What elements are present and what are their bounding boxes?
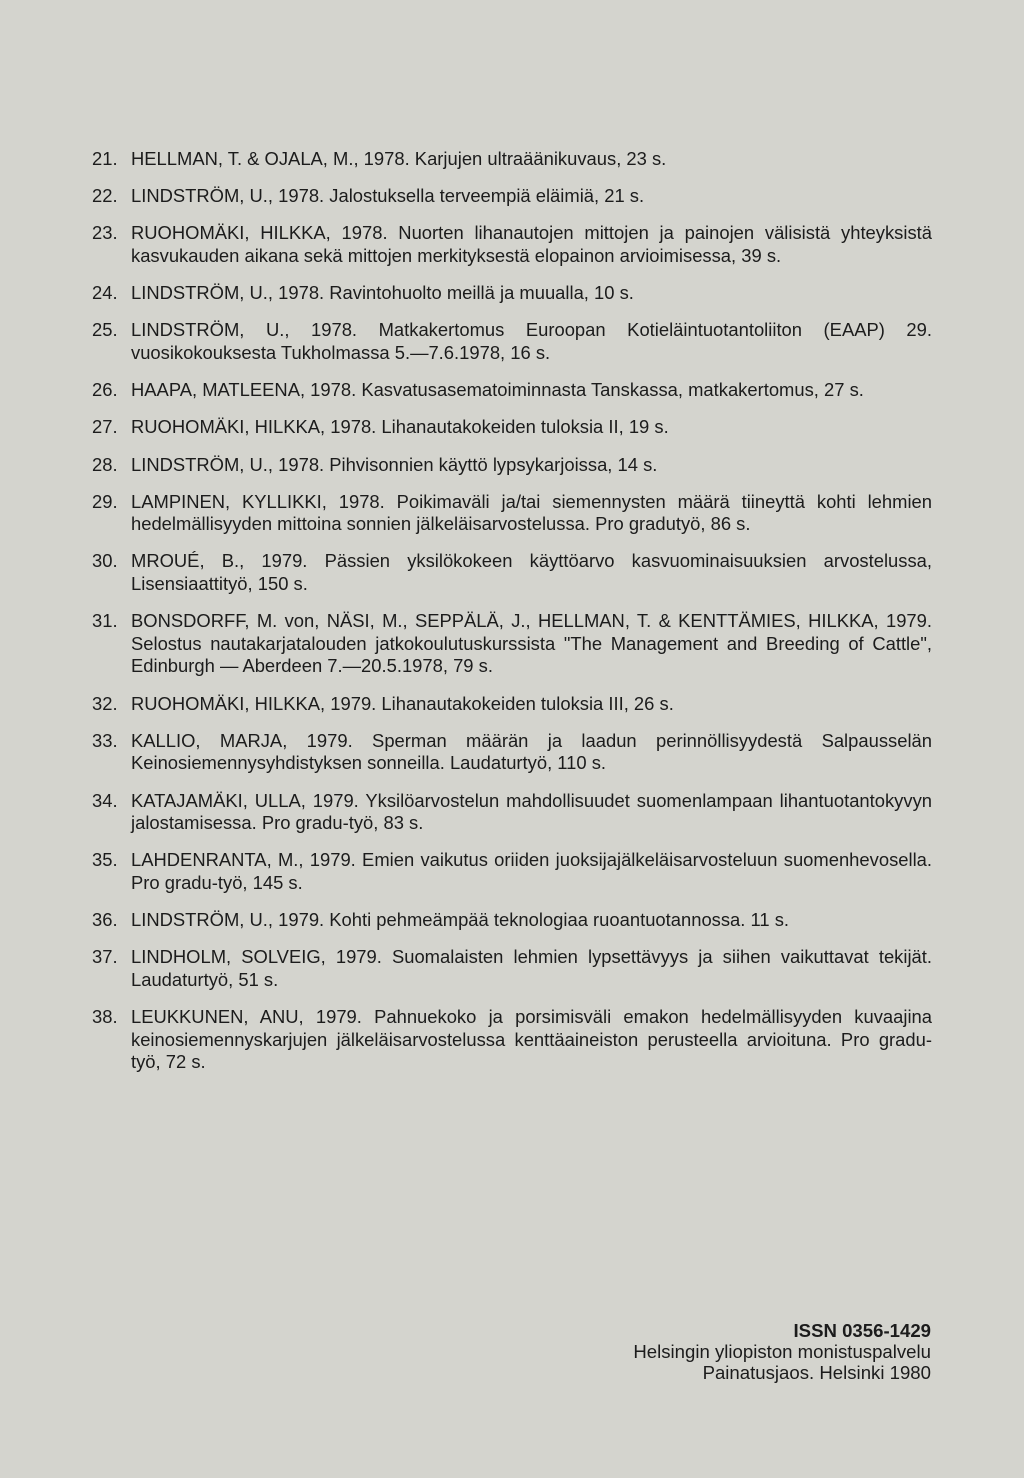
reference-item: [92, 148, 932, 171]
reference-text: RUOHOMÄKI, HILKKA, 1978. Nuorten lihanautojen mittojen ja painojen välisistä yhteyksistä kasvukauden aikana sekä mittojen merkityksestä elopainon arvioimisessa, 39 s.: [131, 222, 932, 266]
reference-item: [92, 454, 932, 477]
reference-number: 23.: [92, 222, 118, 244]
reference-number: 21.: [92, 148, 118, 169]
reference-number: 30.: [92, 550, 118, 572]
reference-text: LAHDENRANTA, M., 1979. Emien vaikutus oriiden juoksijajälkeläisarvosteluun suomenhevosella. Pro gradu-työ, 145 s.: [131, 849, 932, 893]
reference-number: 34.: [92, 789, 118, 811]
reference-number: 29.: [92, 490, 118, 512]
reference-text: KALLIO, MARJA, 1979. Sperman määrän ja laadun perinnöllisyydestä Salpausselän Keinosiemennysyhdistyksen sonneilla. Laudaturtyö, 110 s.: [131, 729, 932, 774]
reference-text: RUOHOMÄKI, HILKKA, 1978. Lihanautakokeiden tuloksia II, 19 s.: [131, 416, 669, 438]
reference-item: [92, 849, 932, 894]
reference-number: 27.: [92, 416, 118, 438]
reference-item: [92, 222, 932, 267]
reference-number: 26.: [92, 379, 118, 401]
reference-number: 28.: [92, 453, 118, 475]
reference-text: LINDSTRÖM, U., 1978. Matkakertomus Euroopan Kotieläintuotantoliiton (EAAP) 29. vuosikokouksesta Tukholmassa 5.—7.6.1978, 16 s.: [131, 319, 932, 363]
reference-text: KATAJAMÄKI, ULLA, 1979. Yksilöarvostelun mahdollisuudet suomenlampaan lihantuotantokyvyn jalostamisessa. Pro gradu-työ, 83 s.: [131, 789, 932, 834]
reference-item: [92, 1006, 932, 1074]
reference-text: LINDHOLM, SOLVEIG, 1979. Suomalaisten lehmien lypsettävyys ja siihen vaikuttavat tekijät. Laudaturtyö, 51 s.: [131, 946, 932, 990]
reference-text: LINDSTRÖM, U., 1978. Jalostuksella terveempiä eläimiä, 21 s.: [131, 185, 645, 207]
reference-number: 35.: [92, 849, 118, 871]
reference-item: [92, 946, 932, 991]
reference-number: 37.: [92, 946, 118, 968]
reference-number: 38.: [92, 1006, 118, 1028]
reference-number: 24.: [92, 282, 118, 304]
reference-item: [92, 730, 932, 775]
reference-item: [92, 610, 932, 678]
reference-item: [92, 379, 932, 402]
reference-list: [92, 148, 932, 1089]
reference-text: LEUKKUNEN, ANU, 1979. Pahnuekoko ja porsimisväli emakon hedelmällisyyden kuvaajina keinosiemennyskarjujen jälkeläisarvostelussa kenttäaineiston perusteella arvioituna. Pro gradu-työ, 72 s.: [131, 1006, 932, 1073]
reference-text: LAMPINEN, KYLLIKKI, 1978. Poikimaväli ja/tai siemennysten määrä tiineyttä kohti lehmien hedelmällisyyden mittoina sonnien jälkeläisarvostelussa. Pro gradutyö, 86 s.: [131, 490, 932, 535]
reference-item: [92, 319, 932, 364]
reference-item: [92, 185, 932, 208]
publisher-name: Helsingin yliopiston monistuspalvelu: [633, 1341, 931, 1363]
reference-item: [92, 550, 932, 595]
reference-text: HELLMAN, T. & OJALA, M., 1978. Karjujen ultraäänikuvaus, 23 s.: [131, 148, 667, 169]
reference-item: [92, 416, 932, 439]
colophon: [633, 1320, 931, 1384]
reference-text: RUOHOMÄKI, HILKKA, 1979. Lihanautakokeiden tuloksia III, 26 s.: [131, 692, 674, 714]
reference-number: 33.: [92, 729, 118, 751]
reference-number: 25.: [92, 319, 118, 341]
reference-text: LINDSTRÖM, U., 1978. Pihvisonnien käyttö lypsykarjoissa, 14 s.: [131, 453, 658, 475]
reference-text: MROUÉ, B., 1979. Pässien yksilökokeen käyttöarvo kasvuominaisuuksien arvostelussa, Lisensiaattityö, 150 s.: [131, 550, 932, 595]
reference-number: 32.: [92, 692, 118, 714]
reference-text: HAAPA, MATLEENA, 1978. Kasvatusasematoiminnasta Tanskassa, matkakertomus, 27 s.: [131, 379, 864, 401]
reference-number: 22.: [92, 185, 118, 207]
reference-item: [92, 693, 932, 716]
reference-text: BONSDORFF, M. von, NÄSI, M., SEPPÄLÄ, J., HELLMAN, T. & KENTTÄMIES, HILKKA, 1979. Selostus nautakarjatalouden jatkokoulutuskurssista "The Management and Breeding of Cattle", Edinburgh — Aberdeen 7.—20.5.1978, 79 s.: [131, 610, 932, 677]
reference-item: [92, 909, 932, 932]
reference-item: [92, 282, 932, 305]
reference-item: [92, 790, 932, 835]
publication-place-year: Painatusjaos. Helsinki 1980: [702, 1362, 931, 1384]
reference-number: 36.: [92, 909, 118, 931]
reference-number: 31.: [92, 610, 118, 632]
reference-text: LINDSTRÖM, U., 1979. Kohti pehmeämpää teknologiaa ruoantuotannossa. 11 s.: [131, 909, 790, 931]
issn-number: ISSN 0356-1429: [793, 1320, 931, 1341]
reference-item: [92, 491, 932, 536]
reference-text: LINDSTRÖM, U., 1978. Ravintohuolto meillä ja muualla, 10 s.: [131, 282, 634, 304]
